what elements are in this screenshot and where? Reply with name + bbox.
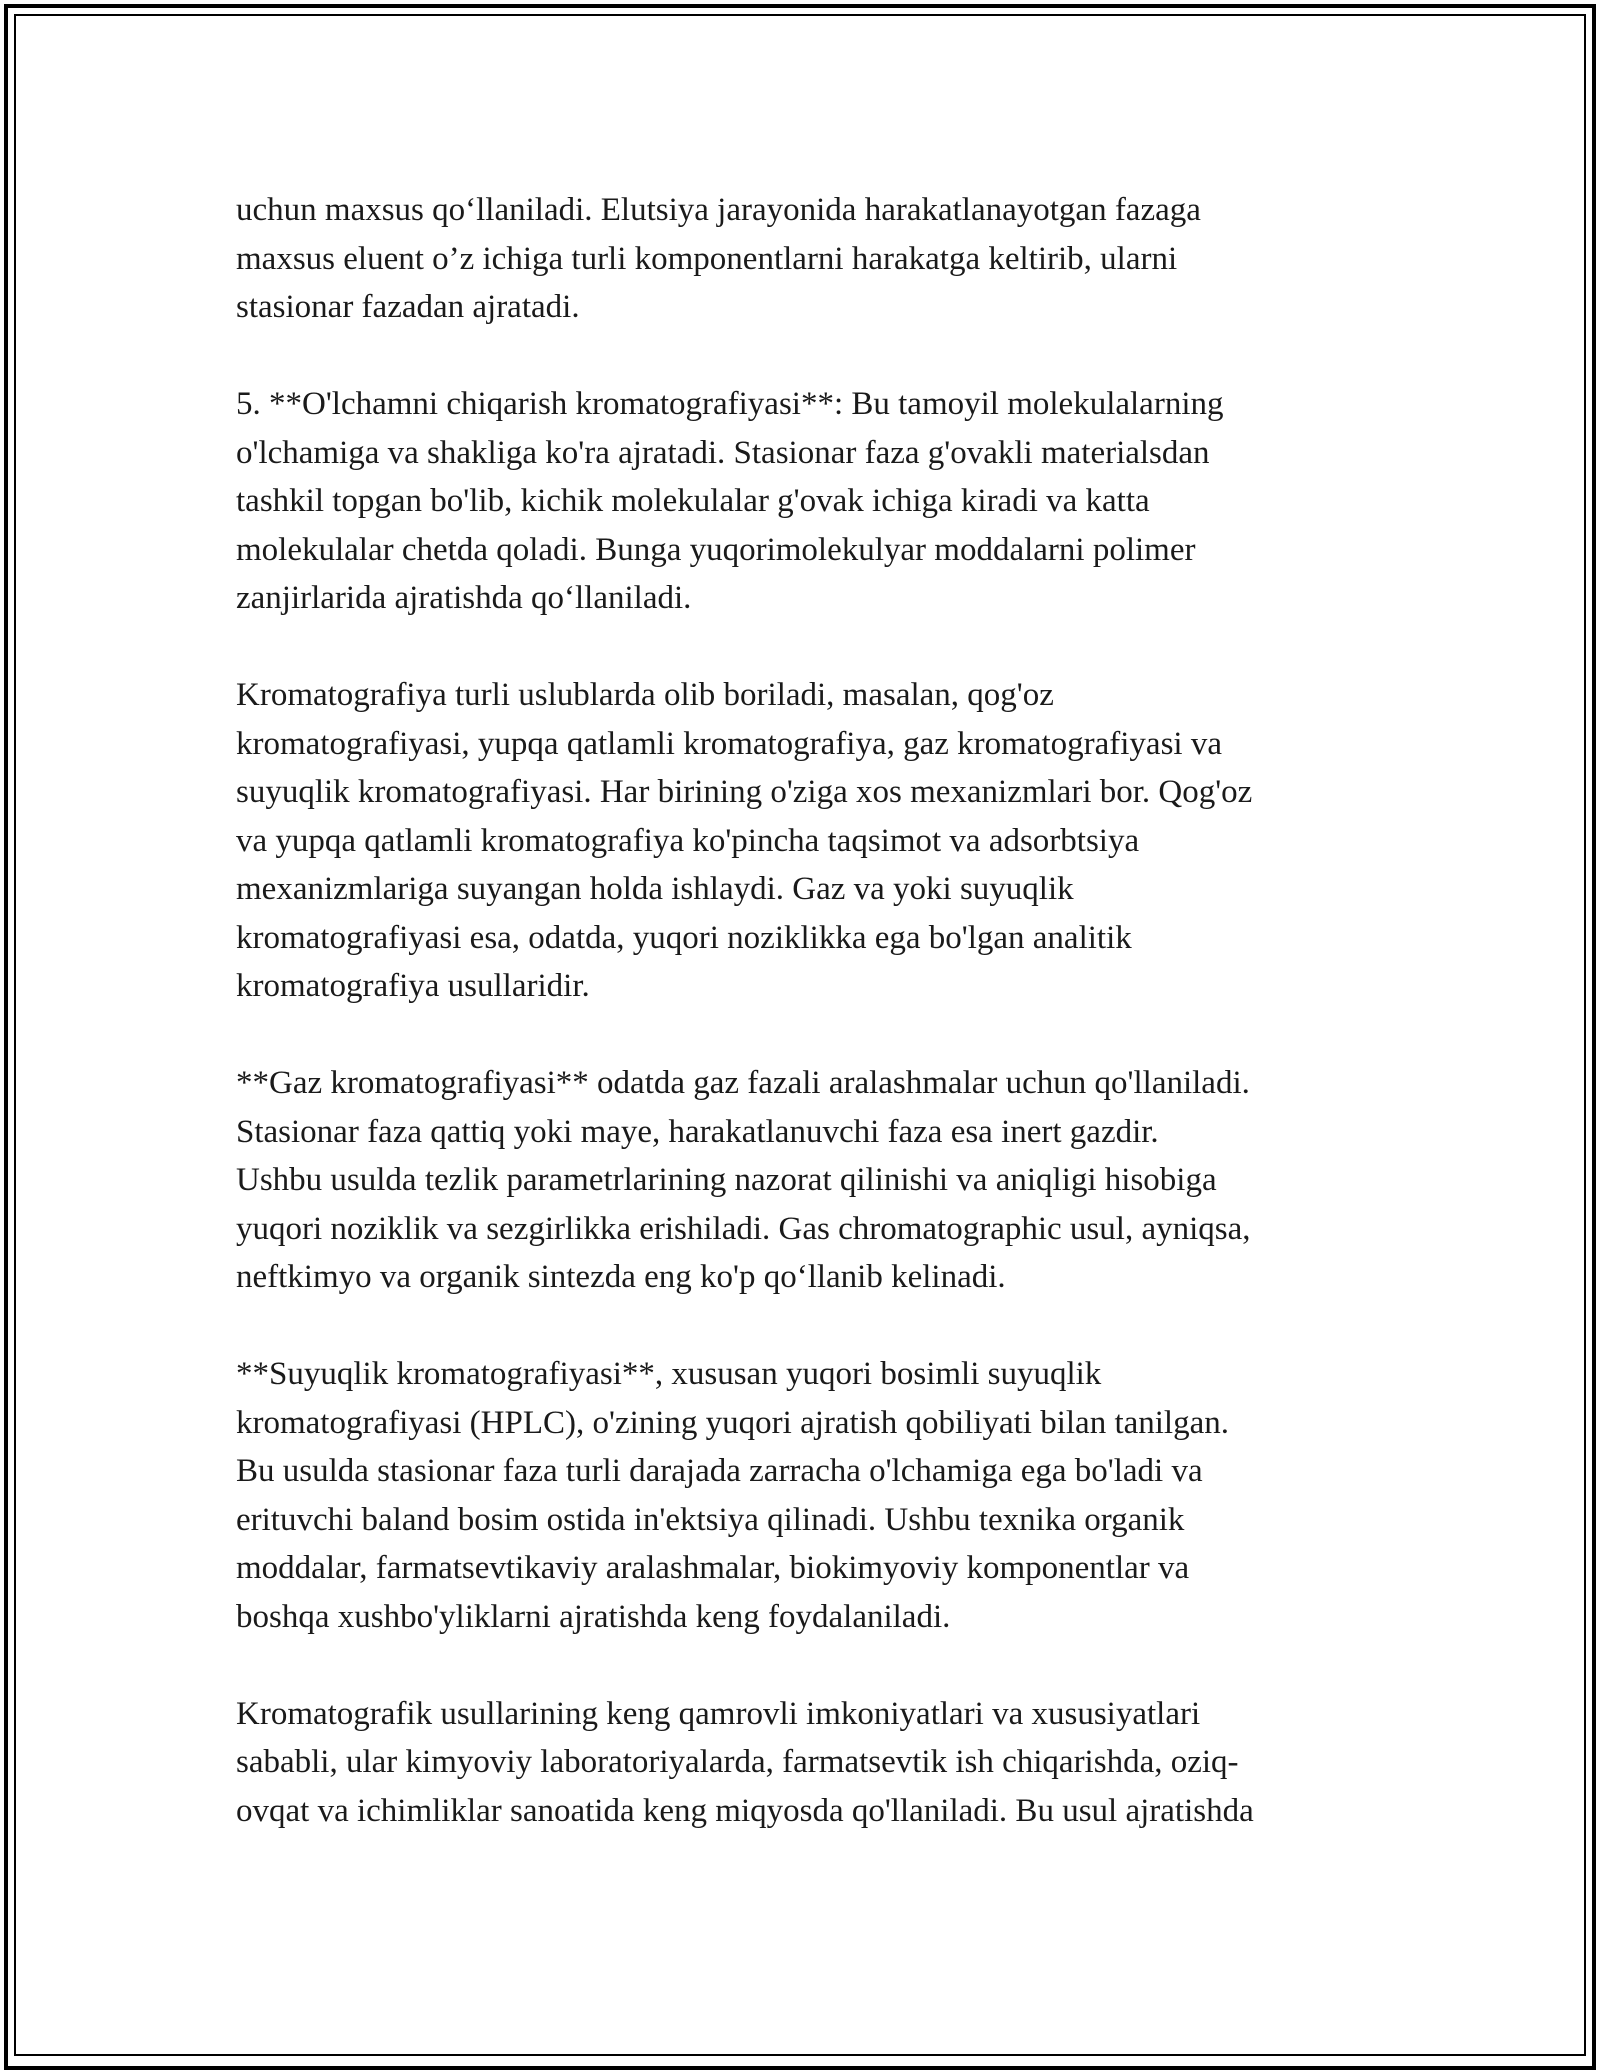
text-line: boshqa xushbo'yliklarni ajratishda keng foydalaniladi. <box>236 1598 951 1635</box>
text-line: tashkil topgan bo'lib, kichik molekulalar g'ovak ichiga kiradi va katta <box>236 483 1150 519</box>
text-line: stasionar fazadan ajratadi. <box>236 289 580 325</box>
text-line: molekulalar chetda qoladi. Bunga yuqorimolekulyar moddalarni polimer <box>236 531 1196 568</box>
text-line: mexanizmlariga suyangan holda ishlaydi. Gaz va yoki suyuqlik <box>236 871 1074 907</box>
text-line: erituvchi baland bosim ostida in'ektsiya qilinadi. Ushbu texnika organik <box>236 1501 1185 1538</box>
paragraph-gas-chromatography <box>236 1059 1386 1302</box>
text-line: ovqat va ichimliklar sanoatida keng miqyosda qo'llaniladi. Bu usul ajratishda <box>236 1792 1254 1829</box>
text-line: Kromatografik usullarining keng qamrovli imkoniyatlari va xususiyatlari <box>236 1695 1201 1732</box>
text-line: **Suyuqlik kromatografiyasi**, xususan yuqori bosimli suyuqlik <box>236 1356 1102 1392</box>
document-body <box>236 186 1386 1884</box>
text-line: kromatografiyasi (HPLC), o'zining yuqori ajratish qobiliyati bilan tanilgan. <box>236 1404 1229 1441</box>
paragraph-applications <box>236 1690 1386 1836</box>
text-line: va yupqa qatlamli kromatografiya ko'pincha taqsimot va adsorbtsiya <box>236 822 1140 859</box>
text-line: Bu usulda stasionar faza turli darajada zarracha o'lchamiga ega bo'ladi va <box>236 1453 1203 1489</box>
text-line: **Gaz kromatografiyasi** odatda gaz fazali aralashmalar uchun qo'llaniladi. <box>236 1065 1250 1101</box>
text-line: kromatografiya usullaridir. <box>236 968 590 1004</box>
paragraph-liquid-chromatography <box>236 1350 1386 1641</box>
text-line: zanjirlarida ajratishda qo‘llaniladi. <box>236 580 692 616</box>
text-line: kromatografiyasi, yupqa qatlamli kromatografiya, gaz kromatografiyasi va <box>236 725 1222 762</box>
text-line: Ushbu usulda tezlik parametrlarining nazorat qilinishi va aniqligi hisobiga <box>236 1162 1217 1198</box>
paragraph-size-exclusion <box>236 380 1386 623</box>
text-line: o'lchamiga va shakliga ko'ra ajratadi. Stasionar faza g'ovakli materialsdan <box>236 434 1210 471</box>
text-line: kromatografiyasi esa, odatda, yuqori noziklikka ega bo'lgan analitik <box>236 919 1132 956</box>
paragraph-eluent-continuation <box>236 186 1386 332</box>
paragraph-chromatography-styles <box>236 671 1386 1011</box>
text-line: yuqori noziklik va sezgirlikka erishiladi. Gas chromatographic usul, ayniqsa, <box>236 1210 1251 1247</box>
text-line: suyuqlik kromatografiyasi. Har birining o'ziga xos mexanizmlari bor. Qog'oz <box>236 774 1253 810</box>
text-line: neftkimyo va organik sintezda eng ko'p qo‘llanib kelinadi. <box>236 1259 1006 1295</box>
text-line: uchun maxsus qo‘llaniladi. Elutsiya jarayonida harakatlanayotgan fazaga <box>236 192 1201 228</box>
text-line: maxsus eluent o’z ichiga turli komponentlarni harakatga keltirib, ularni <box>236 240 1178 277</box>
text-line: 5. **O'lchamni chiqarish kromatografiyasi**: Bu tamoyil molekulalarning <box>236 386 1224 422</box>
text-line: sababli, ular kimyoviy laboratoriyalarda, farmatsevtik ish chiqarishda, oziq- <box>236 1744 1239 1780</box>
text-line: Kromatografiya turli uslublarda olib boriladi, masalan, qog'oz <box>236 677 1054 713</box>
text-line: moddalar, farmatsevtikaviy aralashmalar, biokimyoviy komponentlar va <box>236 1550 1190 1586</box>
text-line: Stasionar faza qattiq yoki maye, harakatlanuvchi faza esa inert gazdir. <box>236 1113 1159 1150</box>
